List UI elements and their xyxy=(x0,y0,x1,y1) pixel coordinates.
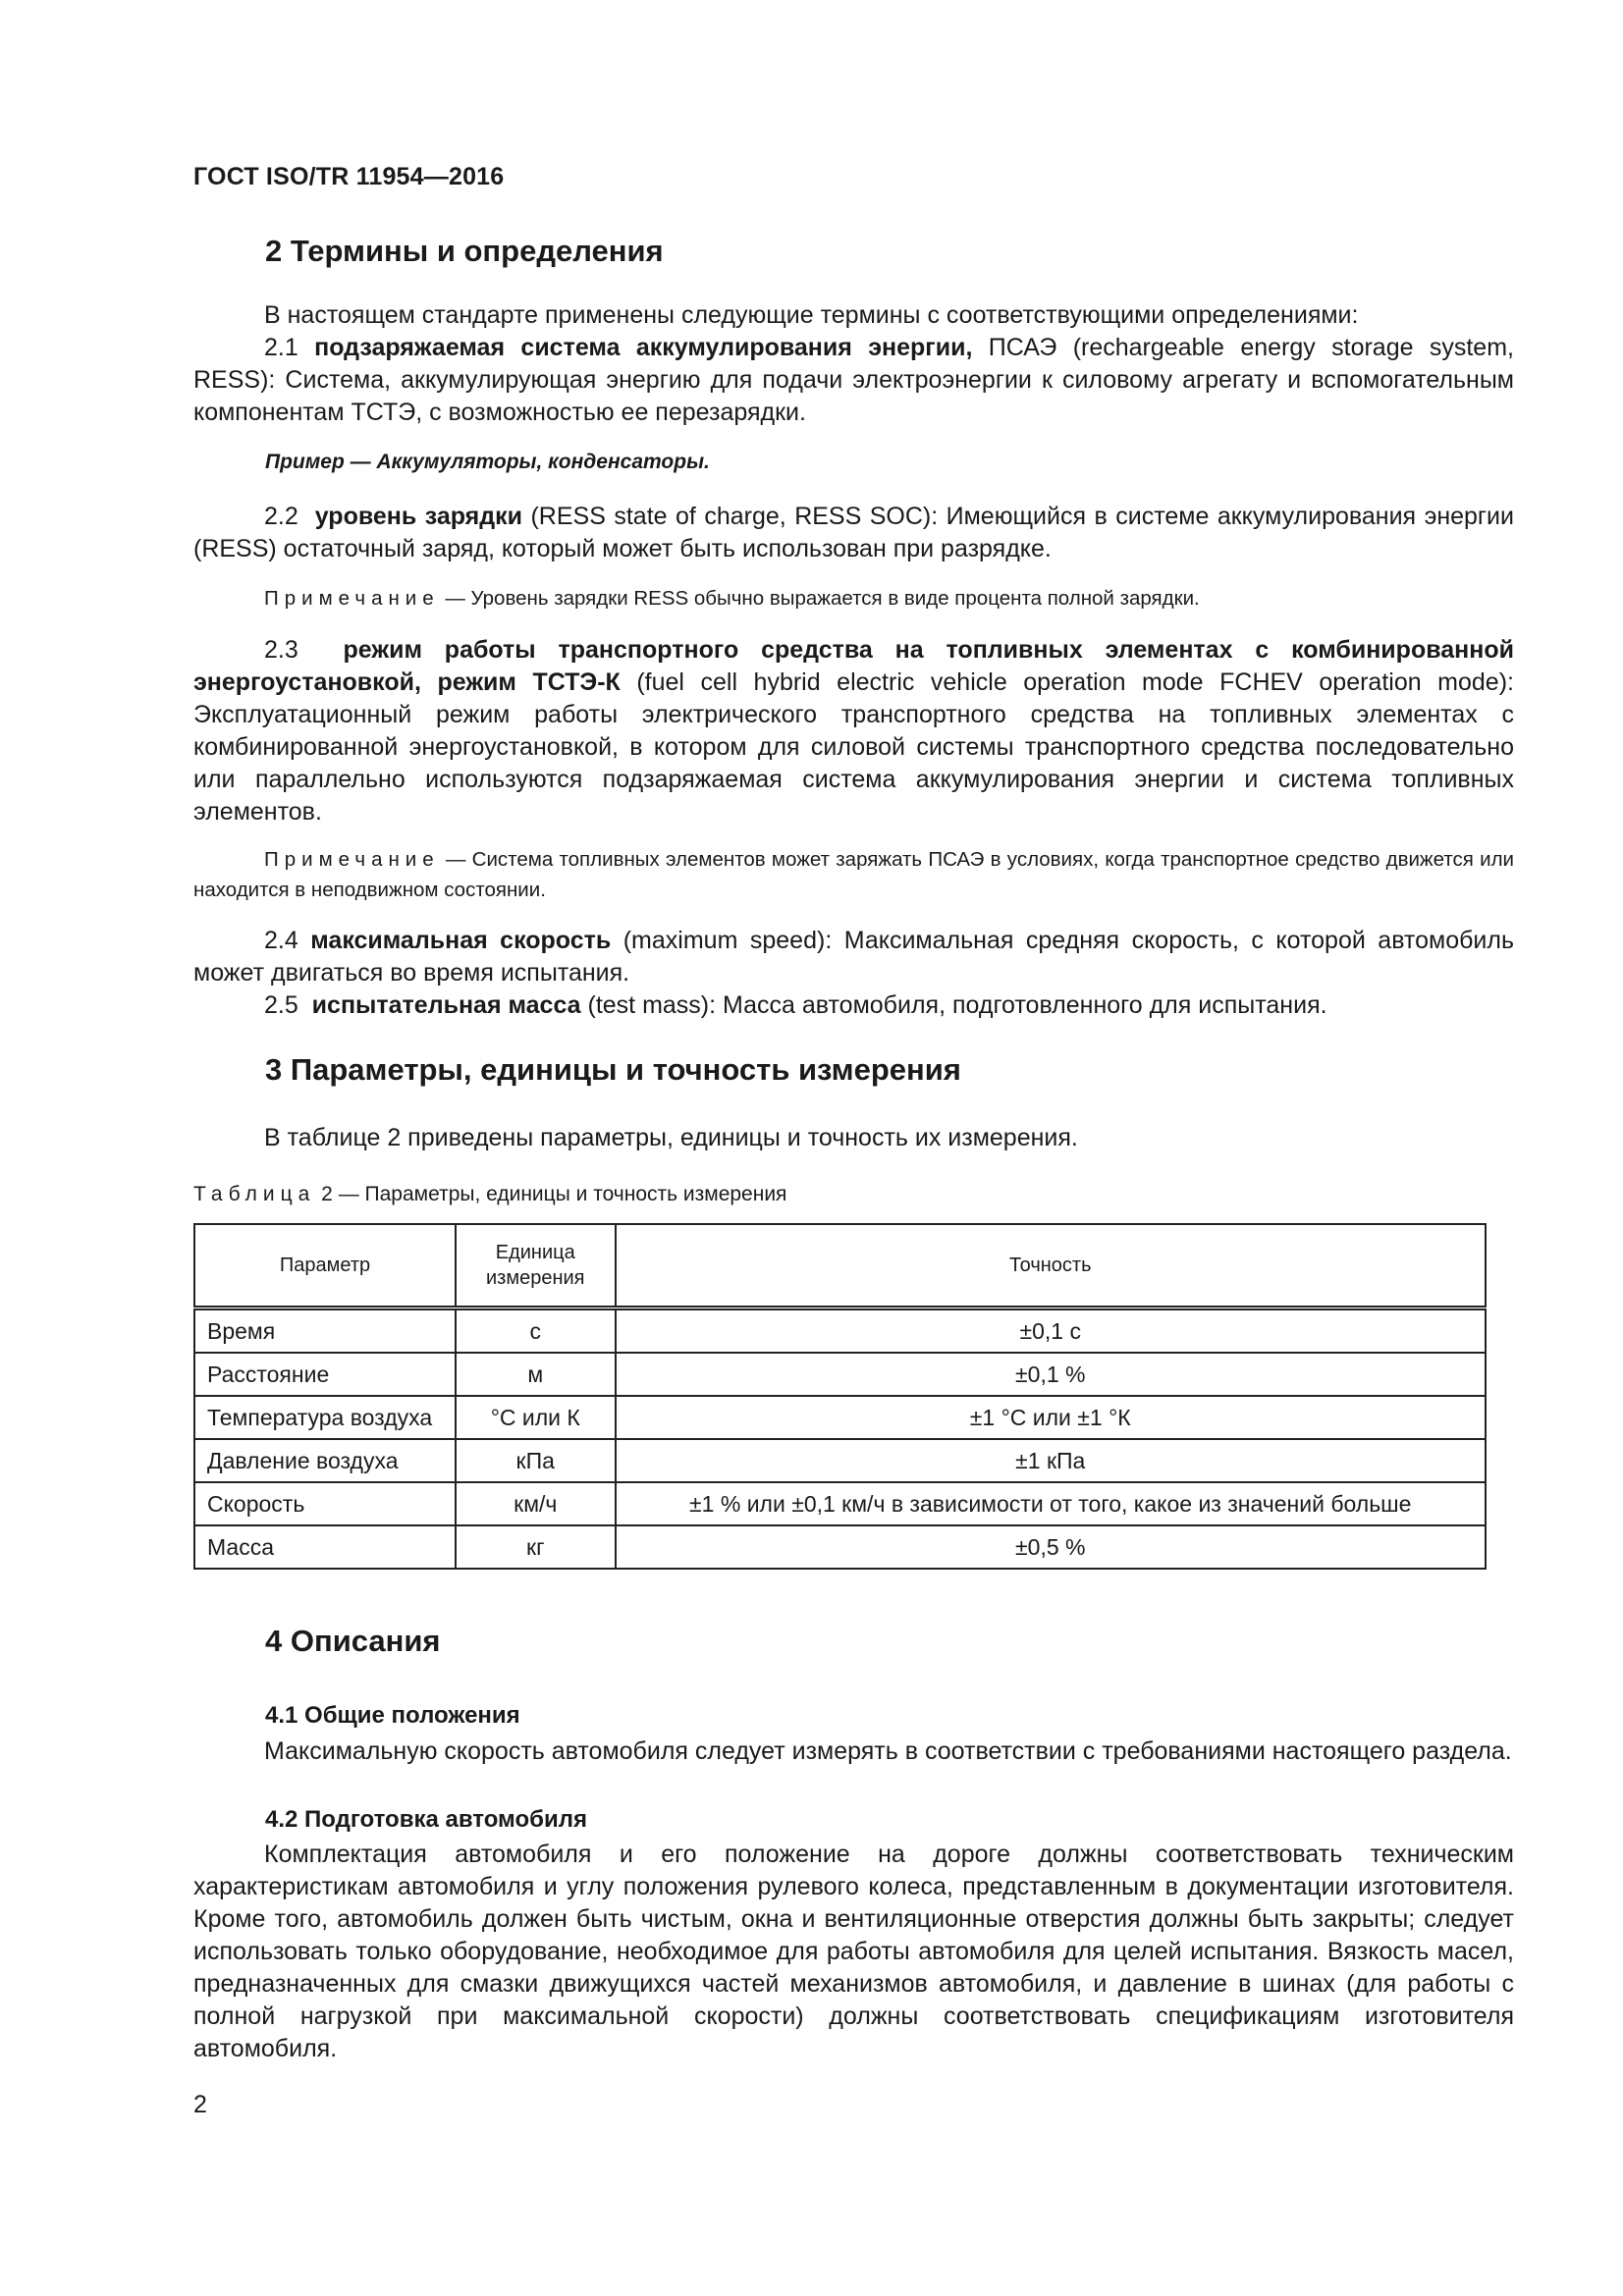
term-2-1 xyxy=(193,332,1514,429)
table-row xyxy=(194,1482,1486,1525)
parameter-cell: Масса xyxy=(194,1525,456,1569)
parameter-cell: Температура воздуха xyxy=(194,1396,456,1439)
intro-text: В настоящем стандарте применены следующие термины с соответствующими определениями: xyxy=(264,301,1359,329)
accuracy-cell: ±0,1 с xyxy=(616,1308,1487,1354)
column-header-parameter: Параметр xyxy=(194,1224,456,1308)
term-definition: ПСАЭ (rechargeable energy storage system, RESS): Система, аккумулирующая энергию для подачи электроэнергии к силовому агрегату и вспомогательным компонентам ТСТЭ, с возможностью ее перезарядки. xyxy=(193,334,1514,426)
term-definition: (fuel cell hybrid electric vehicle operation mode FCHEV operation mode): Эксплуатационный режим работы электрического транспортного средства на топливных элементах с комбинированной энергоустановкой, в котором для силовой системы транспортного средства последовательно или параллельно используются подзаряжаемая система аккумулирования энергии и система топливных элементов. xyxy=(193,668,1514,826)
intro-text: В таблице 2 приведены параметры, единицы и точность их измерения. xyxy=(264,1124,1078,1151)
term-2-3 xyxy=(193,634,1514,828)
note-2-3 xyxy=(193,844,1514,905)
unit-cell: м xyxy=(456,1353,616,1396)
section-2-heading: 2 Термины и определения xyxy=(265,234,664,268)
subsection-4-1-text xyxy=(193,1735,1514,1768)
section-2-intro xyxy=(193,299,1514,332)
unit-cell: км/ч xyxy=(456,1482,616,1525)
subsection-4-2-heading: 4.2 Подготовка автомобиля xyxy=(265,1806,587,1833)
note-2-2 xyxy=(193,583,1514,614)
table-row xyxy=(194,1396,1486,1439)
unit-cell: кПа xyxy=(456,1439,616,1482)
term-number: 2.3 xyxy=(264,636,298,664)
term-number: 2.2 xyxy=(264,503,298,530)
parameter-cell: Расстояние xyxy=(194,1353,456,1396)
accuracy-cell: ±1 °С или ±1 °К xyxy=(616,1396,1487,1439)
parameter-cell: Давление воздуха xyxy=(194,1439,456,1482)
unit-cell: °С или К xyxy=(456,1396,616,1439)
term-number: 2.5 xyxy=(264,991,298,1019)
parameter-cell: Время xyxy=(194,1308,456,1354)
parameters-table xyxy=(193,1223,1487,1570)
table-caption xyxy=(193,1183,786,1206)
term-2-4 xyxy=(193,925,1514,989)
subsection-4-2-text xyxy=(193,1839,1514,2065)
table-row xyxy=(194,1525,1486,1569)
column-header-unit: Единица измерения xyxy=(456,1224,616,1308)
term-name: уровень зарядки xyxy=(314,503,522,530)
table-row xyxy=(194,1353,1486,1396)
page-number: 2 xyxy=(193,2091,207,2118)
term-2-2 xyxy=(193,501,1514,565)
accuracy-cell: ±0,5 % xyxy=(616,1525,1487,1569)
term-2-5 xyxy=(193,989,1514,1022)
accuracy-cell: ±0,1 % xyxy=(616,1353,1487,1396)
term-definition: (RESS state of charge, RESS SOC): Имеющийся в системе аккумулирования энергии (RESS) остаточный заряд, который может быть использован при разрядке. xyxy=(193,503,1514,562)
table-label: Таблица xyxy=(193,1183,316,1205)
accuracy-cell: ±1 % или ±0,1 км/ч в зависимости от того, какое из значений больше xyxy=(616,1482,1487,1525)
term-definition: (maximum speed): Максимальная средняя скорость, с которой автомобиль может двигаться во время испытания. xyxy=(193,927,1514,987)
parameter-cell: Скорость xyxy=(194,1482,456,1525)
term-name: режим работы транспортного средства на топливных элементах с комбинированной энергоустановкой, режим ТСТЭ-К xyxy=(193,636,1514,696)
table-row xyxy=(194,1308,1486,1354)
unit-cell: кг xyxy=(456,1525,616,1569)
term-name: испытательная масса xyxy=(311,991,581,1019)
subsection-4-1-heading: 4.1 Общие положения xyxy=(265,1702,520,1729)
term-number: 2.4 xyxy=(264,927,298,954)
table-row xyxy=(194,1439,1486,1482)
note-text: — Уровень зарядки RESS обычно выражается в виде процента полной зарядки. xyxy=(439,587,1200,610)
term-number: 2.1 xyxy=(264,334,298,361)
section-3-intro xyxy=(193,1122,1514,1154)
term-definition: (test mass): Масса автомобиля, подготовленного для испытания. xyxy=(580,991,1327,1019)
document-id-header: ГОСТ ISO/TR 11954—2016 xyxy=(193,163,505,190)
section-3-heading: 3 Параметры, единицы и точность измерения xyxy=(265,1052,961,1087)
paragraph-text: Максимальную скорость автомобиля следует измерять в соответствии с требованиями настоящего раздела. xyxy=(264,1737,1512,1765)
accuracy-cell: ±1 кПа xyxy=(616,1439,1487,1482)
table-header-row xyxy=(194,1224,1486,1308)
paragraph-text: Комплектация автомобиля и его положение на дороге должны соответствовать техническим характеристикам автомобиля и углу положения рулевого колеса, представленным в документации изготовителя. Кроме того, автомобиль должен быть чистым, окна и вентиляционные отверстия должны быть закрыты; следует использовать только оборудование, необходимое для работы автомобиля для целей испытания. Вязкость масел, предназначенных для смазки движущихся частей механизмов автомобиля, и давление в шинах (для работы с полной нагрузкой при максимальной скорости) должны соответствовать спецификациям изготовителя автомобиля. xyxy=(193,1841,1514,2062)
term-name: максимальная скорость xyxy=(310,927,612,954)
note-label: Примечание xyxy=(264,587,440,610)
column-header-accuracy: Точность xyxy=(616,1224,1487,1308)
example-note: Пример — Аккумуляторы, конденсаторы. xyxy=(265,451,710,473)
section-4-heading: 4 Описания xyxy=(265,1624,441,1658)
table-title: 2 — Параметры, единицы и точность измерения xyxy=(315,1183,787,1205)
term-name: подзаряжаемая система аккумулирования энергии, xyxy=(314,334,973,361)
note-label: Примечание xyxy=(264,848,440,871)
note-text: — Система топливных элементов может заряжать ПСАЭ в условиях, когда транспортное средство движется или находится в неподвижном состоянии. xyxy=(193,848,1514,901)
unit-cell: с xyxy=(456,1308,616,1354)
